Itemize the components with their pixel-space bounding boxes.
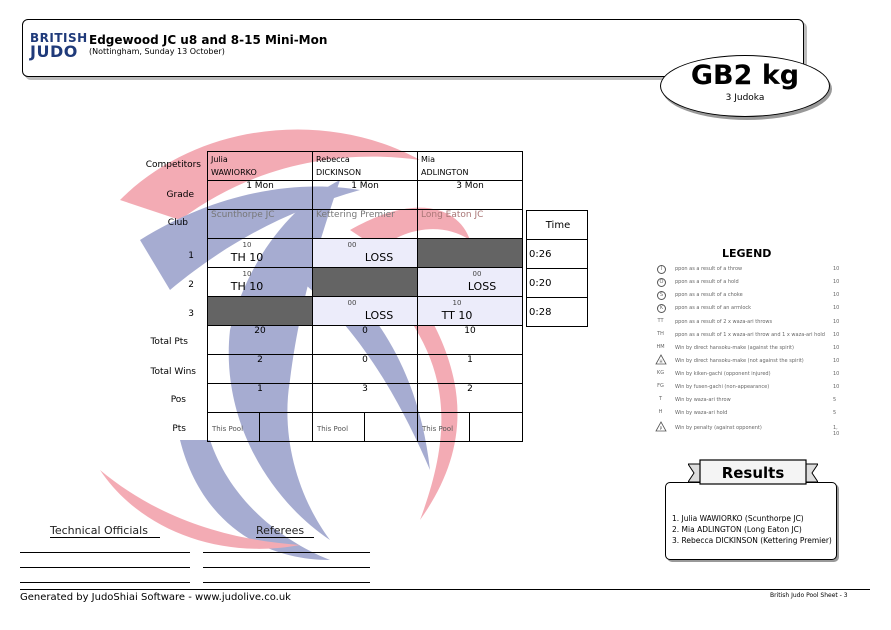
time-header: Time: [527, 211, 588, 240]
label-row1: 1: [188, 251, 194, 261]
legend-pts: 10: [833, 319, 840, 325]
pos-row: [208, 384, 523, 413]
match1-c2-cell: [313, 239, 418, 268]
match1-c2-result: LOSS: [364, 251, 394, 264]
label-grade: Grade: [166, 190, 194, 200]
referees-heading: Referees: [256, 524, 314, 538]
grade-row: [208, 181, 523, 210]
match2-c3-result: LOSS: [467, 280, 497, 293]
legend-item: [655, 331, 845, 343]
competitor-3-pts: [418, 413, 523, 442]
legend-item: [655, 396, 845, 408]
match3-c2-cell: [313, 297, 418, 326]
weight-label: GB2 kg: [690, 60, 800, 91]
total-pts-row: [208, 326, 523, 355]
pool-table: [207, 151, 523, 442]
match1-c1-cell: [208, 239, 313, 268]
match3-c1-blocked: [208, 297, 313, 326]
legend-item: [655, 344, 845, 356]
legend-pts: 10: [833, 292, 840, 298]
svg-text:P: P: [659, 426, 663, 431]
label-row3: 3: [188, 309, 194, 319]
legend-text: ppon as a result of a throw: [675, 266, 743, 272]
legend-pts: 10: [833, 332, 840, 338]
this-pool-label: This Pool: [418, 413, 470, 441]
time-match-1: 0:26: [527, 240, 588, 269]
this-pool-label: This Pool: [313, 413, 365, 441]
waza-ari-throw-hold-icon: TH: [657, 331, 664, 337]
penalty-triangle-icon: [655, 421, 666, 434]
referee-signature-line: [203, 567, 370, 568]
legend-item: [655, 424, 845, 436]
match1-c1-score: 10: [242, 241, 252, 249]
match1-c2-score: 00: [347, 241, 357, 249]
legend-pts: 10: [833, 384, 840, 390]
legend-item: [655, 265, 845, 277]
legend-pts: 10: [833, 266, 840, 272]
competitor-1-grade: 1 Mon: [208, 181, 313, 210]
results-title: Results: [721, 464, 785, 482]
label-competitors: Competitors: [145, 160, 201, 170]
label-club: Club: [167, 218, 188, 228]
result-item-3: 3. Rebecca DICKINSON (Kettering Premier): [672, 536, 832, 545]
match-row-3: [208, 297, 523, 326]
legend-text: Win by waza-ari hold: [675, 410, 728, 416]
results-list: [672, 513, 832, 546]
legend-pts: 10: [833, 358, 840, 364]
match2-c1-result: TH 10: [230, 280, 264, 293]
time-match-3: 0:28: [527, 298, 588, 327]
official-signature-line: [20, 582, 190, 583]
label-row2: 2: [188, 280, 194, 290]
match3-c2-result: LOSS: [364, 309, 394, 322]
event-subtitle: (Nottingham, Sunday 13 October): [89, 47, 225, 56]
match2-c1-cell: [208, 268, 313, 297]
time-match-2: 0:20: [527, 269, 588, 298]
competitor-2-pts: [313, 413, 418, 442]
legend-text: Win by penalty (against opponent): [675, 425, 762, 431]
legend-text: ppon as a result of a choke: [675, 292, 743, 298]
legend-item: [655, 291, 845, 303]
competitor-1-pts: [208, 413, 313, 442]
competitor-2-club: Kettering Premier: [313, 210, 418, 239]
legend-item: [655, 278, 845, 290]
fusen-gachi-icon: FG: [657, 383, 664, 389]
competitor-1-total-pts: 20: [208, 326, 313, 355]
match3-c2-score: 00: [347, 299, 357, 307]
two-waza-ari-throws-icon: TT: [657, 318, 664, 324]
svg-text:H: H: [659, 359, 663, 364]
technical-officials-heading: Technical Officials: [50, 524, 160, 538]
legend-item: [655, 370, 845, 382]
pts-row: [208, 413, 523, 442]
legend-text: Win by fusen-gachi (non-appearance): [675, 384, 770, 390]
this-pool-label: This Pool: [208, 413, 260, 441]
footer-divider: [20, 589, 870, 590]
result-item-1: 1. Julia WAWIORKO (Scunthorpe JC): [672, 514, 804, 523]
legend-text: Win by direct hansoku-make (not against the spirit): [675, 358, 804, 364]
british-judo-logo: [30, 31, 88, 59]
competitor-3-total-wins: 1: [418, 355, 523, 384]
match3-c3-score: 10: [452, 299, 462, 307]
competitor-3-grade: 3 Mon: [418, 181, 523, 210]
competitor-1-pos: 1: [208, 384, 313, 413]
competitor-3-club: Long Eaton JC: [418, 210, 523, 239]
match2-c2-blocked: [313, 268, 418, 297]
legend-pts: 10: [833, 371, 840, 377]
competitor-2-total-wins: 0: [313, 355, 418, 384]
logo-line2: JUDO: [30, 42, 78, 61]
waza-ari-hold-icon: H: [658, 409, 663, 415]
total-wins-row: [208, 355, 523, 384]
competitor-2-name: Rebecca DICKINSON: [313, 152, 418, 181]
footer-generated-by: Generated by JudoShiai Software - www.judolive.co.uk: [20, 592, 291, 603]
legend-item: [655, 383, 845, 395]
legend-text: ppon as a result of a hold: [675, 279, 739, 285]
ippon-armlock-icon: K: [657, 304, 666, 313]
legend-item: [655, 304, 845, 316]
competitor-1-total-wins: 2: [208, 355, 313, 384]
competitor-3-name: Mia ADLINGTON: [418, 152, 523, 181]
label-total-pts: Total Pts: [150, 337, 188, 347]
legend-item: [655, 409, 845, 421]
legend-text: Win by direct hansoku-make (against the spirit): [675, 345, 794, 351]
referee-signature-line: [203, 582, 370, 583]
match-row-1: [208, 239, 523, 268]
legend-pts: 1, 10: [833, 425, 840, 437]
match-row-2: [208, 268, 523, 297]
match3-c3-cell: [418, 297, 523, 326]
event-title: Edgewood JC u8 and 8-15 Mini-Mon: [89, 33, 328, 47]
club-row: [208, 210, 523, 239]
referee-signature-line: [203, 552, 370, 553]
competitor-row: [208, 152, 523, 181]
legend-pts: 5: [833, 410, 837, 416]
competitor-2-total-pts: 0: [313, 326, 418, 355]
official-signature-line: [20, 567, 190, 568]
competitor-2-grade: 1 Mon: [313, 181, 418, 210]
legend-pts: 5: [833, 397, 837, 403]
ippon-throw-icon: I: [657, 265, 666, 274]
match2-c3-cell: [418, 268, 523, 297]
competitor-3-total-pts: 10: [418, 326, 523, 355]
weight-category-oval: [660, 55, 830, 117]
competitor-1-club: Scunthorpe JC: [208, 210, 313, 239]
results-banner-ribbon: [688, 458, 818, 488]
legend-title: LEGEND: [722, 247, 772, 260]
match3-c3-result: TT 10: [441, 309, 473, 322]
competitor-1-name: Julia WAWIORKO: [208, 152, 313, 181]
ippon-choke-icon: S: [657, 291, 666, 300]
official-signature-line: [20, 552, 190, 553]
legend-text: Win by kiken-gachi (opponent injured): [675, 371, 771, 377]
legend-pts: 10: [833, 305, 840, 311]
legend-item: [655, 357, 845, 369]
hansoku-make-not-against-icon: [655, 354, 666, 367]
competitor-2-pos: 3: [313, 384, 418, 413]
judoka-count: 3 Judoka: [725, 93, 765, 103]
legend-text: Win by waza-ari throw: [675, 397, 731, 403]
match1-c3-blocked: [418, 239, 523, 268]
ippon-hold-icon: O: [657, 278, 666, 287]
result-item-2: 2. Mia ADLINGTON (Long Eaton JC): [672, 525, 802, 534]
legend-pts: 10: [833, 279, 840, 285]
legend-text: ppon as a result of 2 x waza-ari throws: [675, 319, 773, 325]
waza-ari-throw-icon: T: [658, 396, 663, 402]
match2-c3-score: 00: [472, 270, 482, 278]
legend-item: [655, 318, 845, 330]
legend-text: ppon as a result of 1 x waza-ari throw and 1 x waza-ari hold: [675, 332, 825, 338]
match2-c1-score: 10: [242, 270, 252, 278]
match1-c1-result: TH 10: [230, 251, 264, 264]
label-pos: Pos: [170, 395, 186, 405]
kiken-gachi-icon: KG: [656, 370, 665, 376]
label-pts: Pts: [172, 424, 186, 434]
footer-sheet-label: British Judo Pool Sheet - 3: [770, 592, 848, 599]
time-table: [526, 210, 588, 327]
label-total-wins: Total Wins: [150, 367, 196, 377]
legend-text: ppon as a result of an armlock: [675, 305, 752, 311]
competitor-3-pos: 2: [418, 384, 523, 413]
hansoku-make-against-icon: HM: [656, 344, 665, 350]
logo-line1: BRITISH: [30, 31, 88, 45]
legend-pts: 10: [833, 345, 840, 351]
